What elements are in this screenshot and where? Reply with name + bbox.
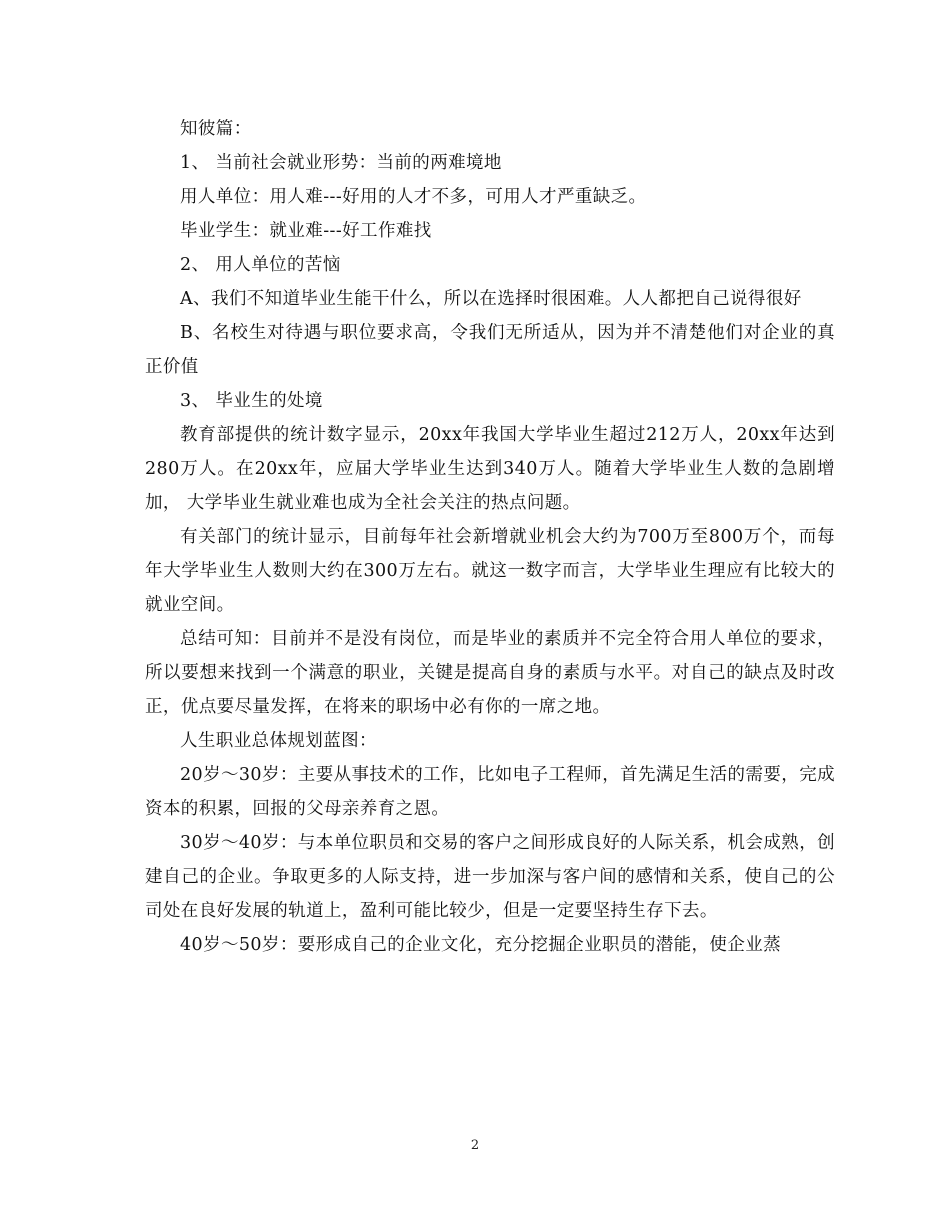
paragraph-age-20-30: 20岁～30岁：主要从事技术的工作，比如电子工程师，首先满足生活的需要，完成资本的积累，回报的父母亲养育之恩。 bbox=[145, 765, 835, 819]
paragraph-statistics-ministry: 教育部提供的统计数字显示，20xx年我国大学毕业生超过212万人，20xx年达到280万人。在20xx年，应届大学毕业生达到340万人。随着大学毕业生人数的急剧增加， 大学毕业生就业难也成为全社会关注的热点问题。 bbox=[145, 425, 835, 513]
paragraph-section-1: 1、 当前社会就业形势：当前的两难境地 bbox=[180, 153, 502, 173]
page-number: 2 bbox=[470, 1138, 480, 1153]
paragraph-summary: 总结可知：目前并不是没有岗位，而是毕业的素质并不完全符合用人单位的要求，所以要想来找到一个满意的职业，关键是提高自身的素质与水平。对自己的缺点及时改正，优点要尽量发挥，在将来的职场中必有你的一席之地。 bbox=[145, 629, 835, 717]
paragraph-age-40-50: 40岁～50岁：要形成自己的企业文化，充分挖掘企业职员的潜能，使企业蒸 bbox=[180, 935, 782, 955]
paragraph-heading-zhibi: 知彼篇： bbox=[180, 119, 252, 139]
paragraph-graduate: 毕业学生：就业难---好工作难找 bbox=[180, 221, 432, 241]
paragraph-statistics-jobs: 有关部门的统计显示，目前每年社会新增就业机会大约为700万至800万个，而每年大学毕业生人数则大约在300万左右。就这一数字而言，大学毕业生理应有比较大的就业空间。 bbox=[145, 527, 835, 615]
paragraph-section-3: 3、 毕业生的处境 bbox=[180, 391, 323, 411]
paragraph-section-2: 2、 用人单位的苦恼 bbox=[180, 255, 341, 275]
paragraph-point-b: B、名校生对待遇与职位要求高，令我们无所适从，因为并不清楚他们对企业的真正价值 bbox=[145, 323, 835, 377]
paragraph-employer: 用人单位：用人难---好用的人才不多，可用人才严重缺乏。 bbox=[180, 187, 647, 207]
paragraph-age-30-40: 30岁～40岁：与本单位职员和交易的客户之间形成良好的人际关系，机会成熟，创建自己的企业。争取更多的人际支持，进一步加深与客户间的感情和关系，使自己的公司处在良好发展的轨道上，盈利可能比较少，但是一定要坚持生存下去。 bbox=[145, 833, 835, 921]
document-body bbox=[145, 112, 835, 962]
paragraph-blueprint-heading: 人生职业总体规划蓝图： bbox=[180, 731, 377, 751]
paragraph-point-a: A、我们不知道毕业生能干什么，所以在选择时很困难。人人都把自己说得很好 bbox=[180, 289, 802, 309]
